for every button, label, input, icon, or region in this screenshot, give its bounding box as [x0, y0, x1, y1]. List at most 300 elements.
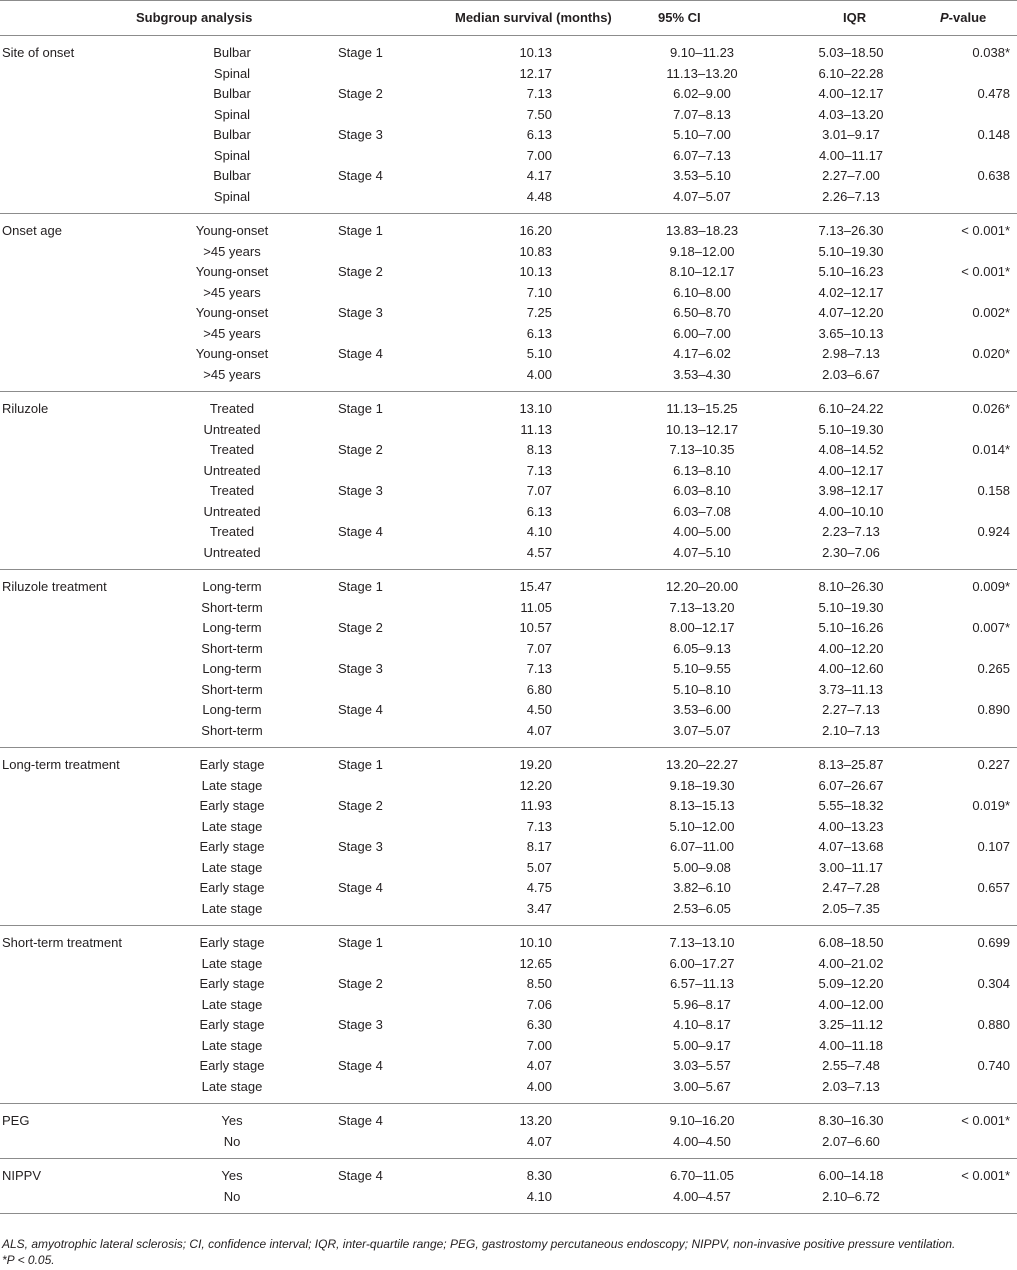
subgroup-cell: Spinal	[213, 188, 251, 204]
median-cell: 10.57	[519, 620, 552, 635]
ci-cell: 3.00–5.67	[673, 1078, 731, 1094]
ci-cell: 6.00–17.27	[669, 955, 735, 971]
iqr-cell: 2.27–7.00	[822, 168, 880, 183]
iqr-cell: 4.00–12.60	[818, 661, 884, 676]
table-row	[0, 262, 1017, 283]
p-value-cell: 0.304	[977, 976, 1010, 991]
table-row	[0, 105, 1017, 126]
median-cell: 12.17	[519, 65, 552, 81]
median-cell: 13.20	[519, 1113, 552, 1128]
stage-cell: Stage 2	[338, 976, 383, 991]
subgroup-cell: No	[223, 1133, 241, 1149]
median-cell: 6.13	[526, 325, 552, 341]
iqr-cell: 6.00–14.18	[818, 1168, 884, 1183]
iqr-cell: 2.27–7.13	[822, 702, 880, 717]
ci-cell: 5.00–9.17	[673, 1037, 731, 1053]
subgroup-cell: Early stage	[199, 757, 265, 772]
table-row	[0, 242, 1017, 263]
iqr-cell: 8.10–26.30	[818, 579, 884, 594]
ci-cell: 4.00–4.57	[673, 1188, 731, 1204]
iqr-cell: 3.73–11.13	[818, 681, 884, 697]
median-cell: 7.10	[526, 284, 552, 300]
subgroup-cell: Treated	[209, 442, 255, 457]
median-cell: 11.93	[520, 798, 552, 813]
subgroup-cell: Bulbar	[213, 168, 251, 183]
iqr-cell: 6.07–26.67	[818, 777, 884, 793]
subgroup-cell: Long-term	[202, 661, 262, 676]
table-row	[0, 639, 1017, 660]
table-row	[0, 43, 1017, 64]
median-cell: 4.00	[526, 1078, 552, 1094]
median-cell: 15.47	[519, 579, 552, 594]
subgroup-cell: Bulbar	[213, 86, 251, 101]
ci-cell: 6.07–7.13	[673, 147, 731, 163]
table-group	[0, 392, 1017, 570]
iqr-cell: 5.10–16.26	[818, 620, 884, 635]
stage-cell: Stage 4	[338, 702, 383, 717]
table-row	[0, 221, 1017, 242]
ci-cell: 10.13–12.17	[665, 421, 739, 437]
ci-cell: 4.00–4.50	[673, 1133, 731, 1149]
table-row	[0, 1187, 1017, 1208]
subgroup-cell: Long-term	[202, 620, 262, 635]
subgroup-cell: Early stage	[199, 1017, 265, 1032]
table-row	[0, 1132, 1017, 1153]
ci-cell: 4.07–5.07	[673, 188, 731, 204]
group-label: Site of onset	[2, 45, 75, 60]
subgroup-cell: Short-term	[201, 599, 263, 615]
p-value-cell: 0.107	[977, 839, 1010, 854]
subgroup-cell: Untreated	[203, 421, 261, 437]
table-row	[0, 283, 1017, 304]
median-cell: 10.13	[519, 264, 552, 279]
stage-cell: Stage 1	[338, 223, 383, 238]
iqr-cell: 2.07–6.60	[822, 1133, 880, 1149]
table-row	[0, 1111, 1017, 1132]
stage-cell: Stage 3	[338, 1017, 383, 1032]
subgroup-cell: Bulbar	[213, 45, 251, 60]
ci-cell: 9.18–19.30	[669, 777, 735, 793]
median-cell: 19.20	[519, 757, 552, 772]
table-row	[0, 344, 1017, 365]
iqr-cell: 5.10–19.30	[818, 421, 884, 437]
table-row	[0, 420, 1017, 441]
subgroup-cell: Late stage	[201, 900, 263, 916]
table-row	[0, 1077, 1017, 1098]
iqr-cell: 4.08–14.52	[818, 442, 884, 457]
table-row	[0, 721, 1017, 742]
table-body	[0, 36, 1017, 1214]
iqr-cell: 2.23–7.13	[822, 524, 880, 539]
table-row	[0, 680, 1017, 701]
median-cell: 4.00	[526, 366, 552, 382]
p-value-cell: 0.019*	[972, 798, 1010, 813]
median-cell: 7.13	[526, 661, 552, 676]
stage-cell: Stage 3	[338, 127, 383, 142]
ci-cell: 6.50–8.70	[673, 305, 731, 320]
ci-cell: 6.07–11.00	[669, 839, 735, 854]
subgroup-cell: Untreated	[203, 462, 261, 478]
subgroup-cell: Young-onset	[195, 223, 269, 238]
median-cell: 7.00	[526, 1037, 552, 1053]
p-value-cell: 0.020*	[972, 346, 1010, 361]
ci-cell: 3.53–5.10	[673, 168, 731, 183]
table-row	[0, 502, 1017, 523]
table-row	[0, 598, 1017, 619]
subgroup-cell: Late stage	[201, 777, 263, 793]
subgroup-cell: No	[223, 1188, 241, 1204]
ci-cell: 8.00–12.17	[669, 620, 735, 635]
iqr-cell: 4.02–12.17	[818, 284, 884, 300]
median-cell: 6.80	[526, 681, 552, 697]
group-label: NIPPV	[2, 1168, 42, 1183]
iqr-cell: 5.03–18.50	[818, 45, 884, 60]
subgroup-cell: Untreated	[203, 544, 261, 560]
p-value-cell: 0.038*	[972, 45, 1010, 60]
table-row	[0, 776, 1017, 797]
subgroup-cell: >45 years	[203, 325, 261, 341]
table-row	[0, 858, 1017, 879]
subgroup-cell: >45 years	[203, 243, 261, 259]
subgroup-cell: Short-term	[201, 681, 263, 697]
p-value-cell: < 0.001*	[961, 223, 1010, 238]
iqr-cell: 2.30–7.06	[822, 544, 880, 560]
subgroup-cell: Late stage	[201, 955, 263, 971]
subgroup-cell: Late stage	[201, 1078, 263, 1094]
ci-cell: 6.13–8.10	[673, 462, 731, 478]
subgroup-cell: Long-term	[202, 579, 262, 594]
median-cell: 4.48	[526, 188, 552, 204]
median-cell: 10.83	[519, 243, 552, 259]
median-cell: 5.10	[526, 346, 552, 361]
header-subgroup: Subgroup analysis	[136, 10, 253, 25]
iqr-cell: 6.10–22.28	[818, 65, 884, 81]
ci-cell: 6.02–9.00	[673, 86, 731, 101]
iqr-cell: 4.00–21.02	[818, 955, 884, 971]
ci-cell: 5.10–12.00	[669, 818, 735, 834]
subgroup-cell: Treated	[209, 401, 255, 416]
stage-cell: Stage 2	[338, 620, 383, 635]
p-value-cell: 0.265	[977, 661, 1010, 676]
median-cell: 7.07	[526, 640, 552, 656]
median-cell: 6.13	[526, 503, 552, 519]
median-cell: 4.07	[526, 1058, 552, 1073]
p-value-cell: < 0.001*	[961, 1113, 1010, 1128]
median-cell: 8.50	[526, 976, 552, 991]
table-group	[0, 926, 1017, 1104]
iqr-cell: 2.55–7.48	[822, 1058, 880, 1073]
median-cell: 7.13	[526, 462, 552, 478]
table-footnote	[2, 1236, 1014, 1268]
median-cell: 4.10	[526, 524, 552, 539]
footnote-significance: *P < 0.05.	[2, 1253, 55, 1267]
subgroup-cell: Short-term	[201, 640, 263, 656]
stage-cell: Stage 4	[338, 168, 383, 183]
median-cell: 12.20	[519, 777, 552, 793]
table-row	[0, 399, 1017, 420]
median-cell: 8.13	[526, 442, 552, 457]
stage-cell: Stage 2	[338, 86, 383, 101]
stage-cell: Stage 3	[338, 839, 383, 854]
ci-cell: 8.13–15.13	[669, 798, 735, 813]
median-cell: 7.13	[526, 86, 552, 101]
subgroup-cell: Young-onset	[195, 305, 269, 320]
iqr-cell: 6.10–24.22	[818, 401, 884, 416]
p-value-cell: < 0.001*	[961, 264, 1010, 279]
iqr-cell: 8.30–16.30	[818, 1113, 884, 1128]
p-value-cell: 0.007*	[972, 620, 1010, 635]
stage-cell: Stage 4	[338, 1113, 383, 1128]
header-median: Median survival (months)	[455, 10, 612, 25]
p-value-cell: 0.002*	[972, 305, 1010, 320]
ci-cell: 12.20–20.00	[665, 579, 739, 594]
median-cell: 11.13	[520, 421, 552, 437]
header-p-value: P-value	[940, 10, 987, 25]
stage-cell: Stage 4	[338, 524, 383, 539]
table-header	[0, 0, 1017, 36]
table-row	[0, 146, 1017, 167]
table-row	[0, 618, 1017, 639]
subgroup-cell: Late stage	[201, 1037, 263, 1053]
subgroup-cell: Early stage	[199, 839, 265, 854]
ci-cell: 7.13–13.10	[669, 935, 735, 950]
ci-cell: 4.00–5.00	[673, 524, 731, 539]
median-cell: 10.10	[519, 935, 552, 950]
table-row	[0, 125, 1017, 146]
iqr-cell: 3.65–10.13	[818, 325, 884, 341]
median-cell: 4.57	[526, 544, 552, 560]
subgroup-cell: >45 years	[203, 284, 261, 300]
table-row	[0, 1166, 1017, 1187]
median-cell: 4.17	[526, 168, 552, 183]
table-row	[0, 817, 1017, 838]
ci-cell: 4.10–8.17	[673, 1017, 731, 1032]
p-value-cell: 0.009*	[972, 579, 1010, 594]
subgroup-cell: Young-onset	[195, 346, 269, 361]
ci-cell: 3.53–6.00	[673, 702, 731, 717]
iqr-cell: 5.10–16.23	[818, 264, 884, 279]
footnote-abbreviations: ALS, amyotrophic lateral sclerosis; CI, confidence interval; IQR, inter-quartile range; PEG, gastrostomy percutaneous endoscopy; NIPPV, non-invasive positive pressure ventilation.	[2, 1237, 956, 1251]
median-cell: 8.17	[526, 839, 552, 854]
table-group	[0, 36, 1017, 214]
ci-cell: 13.83–18.23	[665, 223, 739, 238]
table-row	[0, 1036, 1017, 1057]
table-group	[0, 214, 1017, 392]
subgroup-cell: Late stage	[201, 996, 263, 1012]
p-value-cell: 0.880	[977, 1017, 1010, 1032]
ci-cell: 3.53–4.30	[673, 366, 731, 382]
iqr-cell: 2.10–6.72	[822, 1188, 880, 1204]
stage-cell: Stage 4	[338, 880, 383, 895]
subgroup-cell: >45 years	[203, 366, 261, 382]
group-label: Onset age	[2, 223, 62, 238]
p-value-cell: 0.740	[977, 1058, 1010, 1073]
ci-cell: 2.53–6.05	[673, 900, 731, 916]
ci-cell: 13.20–22.27	[665, 757, 739, 772]
ci-cell: 6.57–11.13	[669, 976, 735, 991]
subgroup-cell: Yes	[221, 1113, 243, 1128]
table-row	[0, 954, 1017, 975]
stage-cell: Stage 4	[338, 346, 383, 361]
subgroup-cell: Early stage	[199, 976, 265, 991]
p-value-cell: 0.026*	[972, 401, 1010, 416]
iqr-cell: 2.03–6.67	[822, 366, 880, 382]
group-label: PEG	[2, 1113, 30, 1128]
median-cell: 6.30	[526, 1017, 552, 1032]
median-cell: 7.25	[526, 305, 552, 320]
iqr-cell: 4.00–12.00	[818, 996, 884, 1012]
stage-cell: Stage 1	[338, 757, 383, 772]
table-row	[0, 324, 1017, 345]
table-group	[0, 1104, 1017, 1159]
stage-cell: Stage 3	[338, 483, 383, 498]
median-cell: 10.13	[519, 45, 552, 60]
stage-cell: Stage 3	[338, 305, 383, 320]
table-group	[0, 1159, 1017, 1214]
ci-cell: 6.03–8.10	[673, 483, 731, 498]
median-cell: 12.65	[519, 955, 552, 971]
table-group	[0, 748, 1017, 926]
table-row	[0, 481, 1017, 502]
ci-cell: 5.10–8.10	[673, 681, 731, 697]
median-cell: 7.00	[526, 147, 552, 163]
median-cell: 5.07	[526, 859, 552, 875]
ci-cell: 3.07–5.07	[673, 722, 731, 738]
group-label: Riluzole treatment	[2, 579, 107, 594]
median-cell: 11.05	[520, 599, 552, 615]
iqr-cell: 4.03–13.20	[818, 106, 884, 122]
stage-cell: Stage 4	[338, 1058, 383, 1073]
table-row	[0, 461, 1017, 482]
p-value-cell: 0.478	[977, 86, 1010, 101]
subgroup-cell: Early stage	[199, 1058, 265, 1073]
header-iqr: IQR	[843, 10, 867, 25]
median-cell: 7.50	[526, 106, 552, 122]
table-row	[0, 974, 1017, 995]
subgroup-cell: Untreated	[203, 503, 261, 519]
p-value-cell: < 0.001*	[961, 1168, 1010, 1183]
ci-cell: 5.00–9.08	[673, 859, 731, 875]
stage-cell: Stage 3	[338, 661, 383, 676]
iqr-cell: 2.05–7.35	[822, 900, 880, 916]
iqr-cell: 2.03–7.13	[822, 1078, 880, 1094]
table-row	[0, 1015, 1017, 1036]
median-cell: 4.07	[526, 722, 552, 738]
table-row	[0, 1056, 1017, 1077]
table-row	[0, 84, 1017, 105]
subgroup-cell: Spinal	[213, 65, 251, 81]
iqr-cell: 5.10–19.30	[818, 599, 884, 615]
ci-cell: 8.10–12.17	[669, 264, 735, 279]
median-cell: 6.13	[526, 127, 552, 142]
ci-cell: 5.10–7.00	[673, 127, 731, 142]
table-row	[0, 878, 1017, 899]
stage-cell: Stage 2	[338, 264, 383, 279]
table-row	[0, 440, 1017, 461]
subgroup-cell: Young-onset	[195, 264, 269, 279]
iqr-cell: 4.00–12.20	[818, 640, 884, 656]
stage-cell: Stage 4	[338, 1168, 383, 1183]
table-row	[0, 522, 1017, 543]
ci-cell: 5.96–8.17	[673, 996, 731, 1012]
stage-cell: Stage 1	[338, 401, 383, 416]
group-label: Riluzole	[2, 401, 49, 416]
group-label: Short-term treatment	[2, 935, 122, 950]
ci-cell: 9.10–11.23	[669, 45, 735, 60]
stage-cell: Stage 2	[338, 798, 383, 813]
iqr-cell: 4.00–13.23	[818, 818, 884, 834]
iqr-cell: 4.00–12.17	[818, 462, 884, 478]
iqr-cell: 5.09–12.20	[818, 976, 884, 991]
iqr-cell: 2.47–7.28	[822, 880, 880, 895]
stage-cell: Stage 1	[338, 45, 383, 60]
iqr-cell: 4.00–10.10	[818, 503, 884, 519]
ci-cell: 7.13–13.20	[669, 599, 735, 615]
ci-cell: 7.07–8.13	[673, 106, 731, 122]
iqr-cell: 3.00–11.17	[818, 859, 884, 875]
table-row	[0, 543, 1017, 564]
subgroup-cell: Long-term	[202, 702, 262, 717]
subgroup-cell: Yes	[221, 1168, 243, 1183]
table-row	[0, 933, 1017, 954]
table-row	[0, 899, 1017, 920]
group-label: Long-term treatment	[2, 757, 120, 772]
subgroup-cell: Early stage	[199, 935, 265, 950]
p-value-cell: 0.890	[977, 702, 1010, 717]
table-row	[0, 187, 1017, 208]
ci-cell: 5.10–9.55	[673, 661, 731, 676]
iqr-cell: 4.00–11.17	[818, 147, 884, 163]
iqr-cell: 6.08–18.50	[818, 935, 884, 950]
median-cell: 4.10	[526, 1188, 552, 1204]
ci-cell: 11.13–15.25	[666, 401, 738, 416]
subgroup-cell: Early stage	[199, 880, 265, 895]
iqr-cell: 8.13–25.87	[818, 757, 884, 772]
median-cell: 7.06	[526, 996, 552, 1012]
subgroup-cell: Treated	[209, 524, 255, 539]
median-cell: 13.10	[519, 401, 552, 416]
ci-cell: 7.13–10.35	[669, 442, 735, 457]
iqr-cell: 2.26–7.13	[822, 188, 880, 204]
iqr-cell: 4.07–12.20	[818, 305, 884, 320]
ci-cell: 6.05–9.13	[673, 640, 731, 656]
ci-cell: 6.03–7.08	[673, 503, 731, 519]
median-cell: 4.07	[526, 1133, 552, 1149]
table-row	[0, 64, 1017, 85]
p-value-cell: 0.014*	[972, 442, 1010, 457]
ci-cell: 6.10–8.00	[673, 284, 731, 300]
subgroup-cell: Treated	[209, 483, 255, 498]
median-cell: 16.20	[519, 223, 552, 238]
iqr-cell: 4.07–13.68	[818, 839, 884, 854]
median-cell: 3.47	[526, 900, 552, 916]
ci-cell: 4.17–6.02	[673, 346, 731, 361]
ci-cell: 6.00–7.00	[673, 325, 731, 341]
ci-cell: 3.03–5.57	[673, 1058, 731, 1073]
subgroup-cell: Bulbar	[213, 127, 251, 142]
iqr-cell: 2.10–7.13	[822, 722, 880, 738]
p-value-cell: 0.699	[977, 935, 1010, 950]
header-ci: 95% CI	[658, 10, 701, 25]
stage-cell: Stage 2	[338, 442, 383, 457]
ci-cell: 11.13–13.20	[666, 65, 738, 81]
median-cell: 8.30	[526, 1168, 552, 1183]
iqr-cell: 4.00–11.18	[818, 1037, 884, 1053]
median-cell: 7.07	[526, 483, 552, 498]
stage-cell: Stage 1	[338, 935, 383, 950]
iqr-cell: 3.25–11.12	[818, 1017, 884, 1032]
iqr-cell: 5.55–18.32	[818, 798, 884, 813]
